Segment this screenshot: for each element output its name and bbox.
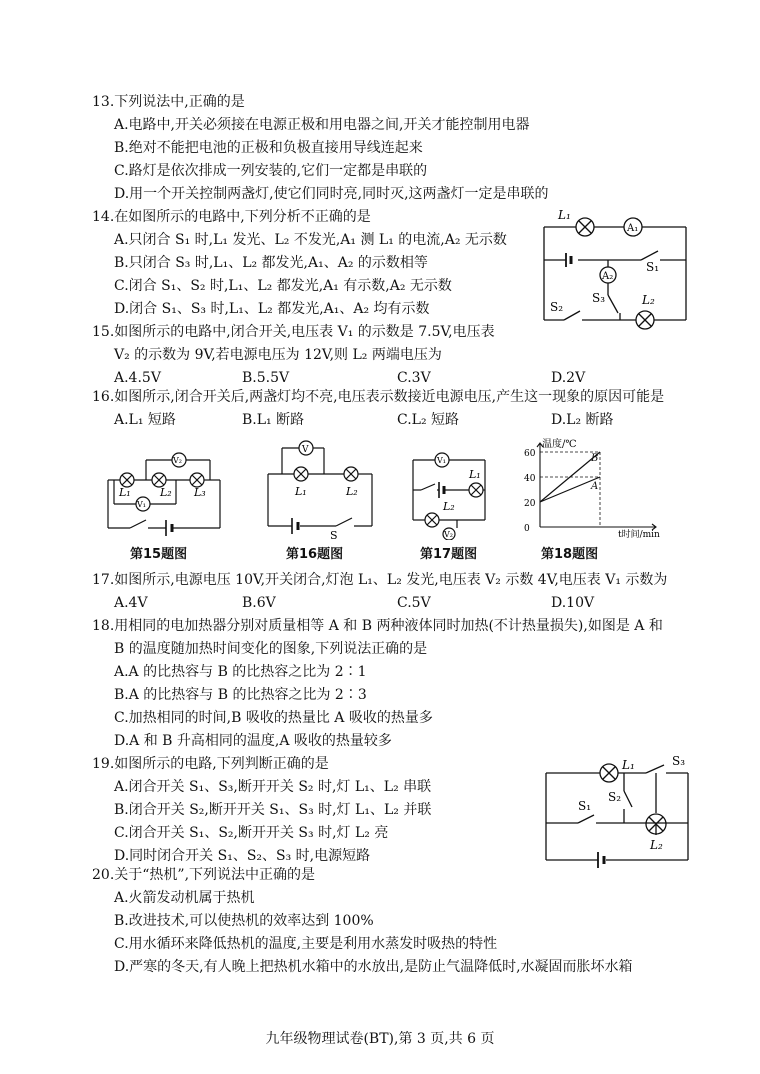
q17-option-c: C.5V <box>397 595 431 611</box>
label-L1: L₁ <box>558 208 571 222</box>
q14-option-a: A.只闭合 S₁ 时,L₁ 发光、L₂ 不发光,A₁ 测 L₁ 的电流,A₂ 无示数 <box>114 232 507 248</box>
q16-option-a: A.L₁ 短路 <box>114 412 176 428</box>
fig17-label-L1: L₁ <box>469 468 481 481</box>
q14-circuit-diagram <box>536 205 696 330</box>
q13-stem: 13.下列说法中,正确的是 <box>92 94 245 110</box>
q14-option-d: D.闭合 S₁、S₃ 时,L₁、L₂ 都发光,A₁、A₂ 均有示数 <box>114 301 430 317</box>
label-S3: S₃ <box>592 291 606 305</box>
q14-option-b: B.只闭合 S₃ 时,L₁、L₂ 都发光,A₁、A₂ 的示数相等 <box>114 255 428 271</box>
q20-option-d: D.严寒的冬天,有人晚上把热机水箱中的水放出,是防止气温降低时,水凝固而胀坏水箱 <box>114 959 633 975</box>
q13-option-a: A.电路中,开关必须接在电源正极和用电器之间,开关才能控制用电器 <box>114 117 530 133</box>
q18-stem: 18.用相同的电加热器分别对质量相等 A 和 B 两种液体同时加热(不计热量损失),如图是 A 和 <box>92 618 663 634</box>
q17-option-d: D.10V <box>551 595 595 611</box>
label-L2: L₂ <box>642 293 655 307</box>
q14-option-c: C.闭合 S₁、S₂ 时,L₁、L₂ 都发光,A₁ 有示数,A₂ 无示数 <box>114 278 452 294</box>
label-A1: A₁ <box>627 223 639 234</box>
fig15-label-L3: L₃ <box>194 486 206 499</box>
y-tick-label: 0 <box>524 524 530 534</box>
fig18-temperature-graph <box>518 435 666 540</box>
q18-stem-cont: B 的温度随加热时间变化的图象,下列说法正确的是 <box>114 641 428 657</box>
graph-xlabel: t时间/min <box>618 530 660 540</box>
fig17-label-V2: V₂ <box>444 530 453 539</box>
q15-stem-cont: V₂ 的示数为 9V,若电源电压为 12V,则 L₂ 两端电压为 <box>114 347 442 363</box>
series-label-A: A <box>591 481 599 492</box>
fig17-label-V1: V₁ <box>437 456 446 465</box>
q15-stem: 15.如图所示的电路中,闭合开关,电压表 V₁ 的示数是 7.5V,电压表 <box>92 324 495 340</box>
q19-option-b: B.闭合开关 S₂,断开开关 S₁、S₃ 时,灯 L₁、L₂ 并联 <box>114 802 432 818</box>
fig15-label-L1: L₁ <box>119 486 131 499</box>
y-tick-label: 60 <box>524 449 536 459</box>
q17-option-a: A.4V <box>114 595 148 611</box>
fig15-caption: 第15题图 <box>130 547 188 562</box>
q19-option-c: C.闭合开关 S₁、S₂,断开开关 S₃ 时,灯 L₂ 亮 <box>114 825 389 841</box>
q13-option-b: B.绝对不能把电池的正极和负极直接用导线连起来 <box>114 140 423 156</box>
fig16-label-V: V <box>302 445 309 455</box>
fig15-circuit <box>100 440 230 540</box>
q14-stem: 14.在如图所示的电路中,下列分析不正确的是 <box>92 209 371 225</box>
fig16-label-L2: L₂ <box>346 485 358 498</box>
q16-option-d: D.L₂ 断路 <box>551 412 614 428</box>
q17-stem: 17.如图所示,电源电压 10V,开关闭合,灯泡 L₁、L₂ 发光,电压表 V₂ 示数 4V,电压表 V₁ 示数为 <box>92 572 668 588</box>
q19-circuit-diagram <box>538 755 698 873</box>
fig15-label-L2: L₂ <box>160 486 172 499</box>
q13-option-c: C.路灯是依次排成一列安装的,它们一定都是串联的 <box>114 163 428 179</box>
q16-option-c: C.L₂ 短路 <box>397 412 460 428</box>
q19-label-S1: S₁ <box>578 799 592 813</box>
q20-stem: 20.关于“热机”,下列说法中正确的是 <box>92 867 316 883</box>
q20-option-c: C.用水循环来降低热机的温度,主要是利用水蒸发时吸热的特性 <box>114 936 498 952</box>
fig16-circuit <box>262 440 382 540</box>
q19-option-a: A.闭合开关 S₁、S₃,断开开关 S₂ 时,灯 L₁、L₂ 串联 <box>114 779 432 795</box>
fig16-label-L1: L₁ <box>295 485 307 498</box>
fig17-circuit <box>405 440 495 540</box>
page-footer: 九年级物理试卷(BT),第 3 页,共 6 页 <box>265 1031 495 1047</box>
q15-option-c: C.3V <box>397 370 431 386</box>
q13-option-d: D.用一个开关控制两盏灯,使它们同时亮,同时灭,这两盏灯一定是串联的 <box>114 186 549 202</box>
fig16-caption: 第16题图 <box>286 547 344 562</box>
fig15-label-V2: V₂ <box>173 456 182 465</box>
q19-label-L1: L₁ <box>622 758 635 772</box>
q19-label-S3: S₃ <box>672 755 686 768</box>
q20-option-a: A.火箭发动机属于热机 <box>114 890 255 906</box>
q15-option-a: A.4.5V <box>114 370 161 386</box>
fig17-caption: 第17题图 <box>420 547 478 562</box>
q18-option-c: C.加热相同的时间,B 吸收的热量比 A 吸收的热量多 <box>114 710 433 726</box>
q19-label-S2: S₂ <box>608 790 622 804</box>
q19-stem: 19.如图所示的电路,下列判断正确的是 <box>92 756 329 772</box>
graph-ylabel: 温度/℃ <box>542 439 577 450</box>
label-S1: S₁ <box>646 260 660 274</box>
fig16-label-S: S <box>330 529 338 540</box>
label-S2: S₂ <box>550 300 564 314</box>
label-A2: A₂ <box>602 271 614 282</box>
q18-option-a: A.A 的比热容与 B 的比热容之比为 2∶1 <box>114 664 367 680</box>
q18-option-b: B.A 的比热容与 B 的比热容之比为 2∶3 <box>114 687 367 703</box>
fig18-caption: 第18题图 <box>541 547 599 562</box>
q19-label-L2: L₂ <box>650 838 663 852</box>
q15-option-d: D.2V <box>551 370 586 386</box>
q18-option-d: D.A 和 B 升高相同的温度,A 吸收的热量较多 <box>114 733 392 749</box>
fig17-label-L2: L₂ <box>443 500 455 513</box>
series-label-B: B <box>591 453 599 464</box>
fig15-label-V1: V₁ <box>137 500 146 509</box>
q17-option-b: B.6V <box>242 595 276 611</box>
y-tick-label: 40 <box>524 474 536 484</box>
q16-option-b: B.L₁ 断路 <box>242 412 305 428</box>
q19-option-d: D.同时闭合开关 S₁、S₂、S₃ 时,电源短路 <box>114 848 371 864</box>
q15-option-b: B.5.5V <box>242 370 290 386</box>
y-tick-label: 20 <box>524 499 536 509</box>
q16-stem: 16.如图所示,闭合开关后,两盏灯均不亮,电压表示数接近电源电压,产生这一现象的原因可能是 <box>92 389 665 405</box>
q20-option-b: B.改进技术,可以使热机的效率达到 100% <box>114 913 374 929</box>
